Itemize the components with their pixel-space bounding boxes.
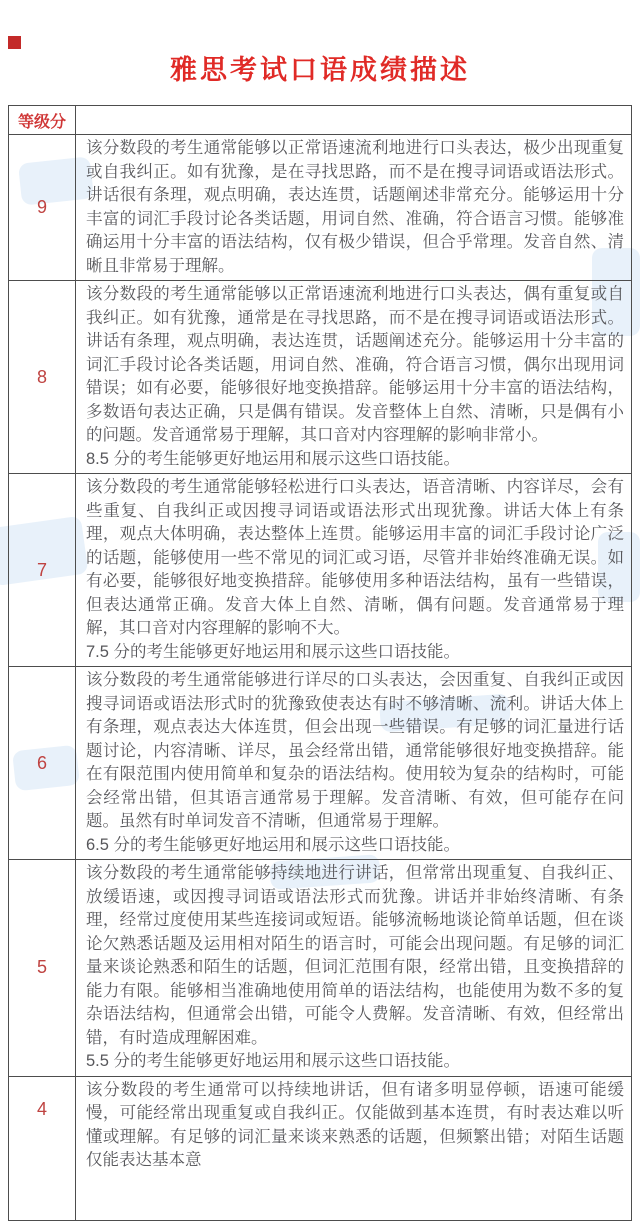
band-score: 8 bbox=[9, 281, 76, 474]
band-description-paragraph: 该分数段的考生通常能够以正常语速流利地进行口头表达，偶有重复或自我纠正。如有犹豫，通常是在寻找思路，而不是在搜寻词语或语法形式。讲话有条理，观点明确，表达连贯，话题阐述充分。能够运用十分丰富的词汇手段讨论各类话题，用词自然、准确，符合语言习惯，偶尔出现用词错误；如有必要，能够很好地变换措辞。能够运用十分丰富的语法结构，多数语句表达正确，只是偶有错误。发音整体上自然、清晰，只是偶有小的问题。发音通常易于理解，其口音对内容理解的影响非常小。 bbox=[86, 285, 624, 444]
band-halfscore-note: 6.5 分的考生能够更好地运用和展示这些口语技能。 bbox=[86, 835, 461, 854]
band-score: 9 bbox=[9, 135, 76, 281]
band-description bbox=[76, 281, 632, 474]
band-description-paragraph: 该分数段的考生通常能够进行详尽的口头表达，会因重复、自我纠正或因搜寻词语或语法形式时的犹豫致使表达有时不够清晰、流利。讲话大体上有条理，观点表达大体连贯，但会出现一些错误。有足够的词汇量进行话题讨论，内容清晰、详尽，虽会经常出错，通常能够很好地变换措辞。能在有限范围内使用简单和复杂的语法结构。使用较为复杂的结构时，可能会经常出错，但其语言通常易于理解。发音清晰、有效，但可能存在问题。虽然有时单词发音不清晰，但通常易于理解。 bbox=[86, 671, 624, 830]
band-description-paragraph: 该分数段的考生通常能够持续地进行讲话，但常常出现重复、自我纠正、放缓语速，或因搜寻词语或语法形式而犹豫。讲话并非始终清晰、有条理，经常过度使用某些连接词或短语。能够流畅地谈论简单话题，但在谈论欠熟悉话题及运用相对陌生的语言时，可能会出现问题。有足够的词汇量来谈论熟悉和陌生的话题，但词汇范围有限，经常出错，且变换措辞的能力有限。能够相当准确地使用简单的语法结构，也能使用为数不多的复杂语法结构，但通常会出错，可能令人费解。发音清晰、有效，但经常出错，有时造成理解困难。 bbox=[86, 864, 624, 1047]
band-row-4 bbox=[9, 1076, 632, 1220]
band-score: 6 bbox=[9, 667, 76, 860]
page-title: 雅思考试口语成绩描述 bbox=[170, 55, 470, 85]
table-header-description-cell bbox=[76, 106, 632, 135]
band-description bbox=[76, 860, 632, 1077]
band-halfscore-note: 7.5 分的考生能够更好地运用和展示这些口语技能。 bbox=[86, 642, 461, 661]
band-score: 7 bbox=[9, 474, 76, 667]
band-description bbox=[76, 667, 632, 860]
band-score: 5 bbox=[9, 860, 76, 1077]
band-row-7 bbox=[9, 474, 632, 667]
band-description-paragraph: 该分数段的考生通常可以持续地讲话，但有诸多明显停顿，语速可能缓慢，可能经常出现重复或自我纠正。仅能做到基本连贯，有时表达难以听懂或理解。有足够的词汇量来谈来熟悉的话题，但频繁出错；对陌生话题仅能表达基本意 bbox=[86, 1080, 624, 1169]
band-row-6 bbox=[9, 667, 632, 860]
table-header-row bbox=[9, 106, 632, 135]
band-row-9 bbox=[9, 135, 632, 281]
band-description bbox=[76, 1076, 632, 1220]
band-description-paragraph: 该分数段的考生通常能够以正常语速流利地进行口头表达，极少出现重复或自我纠正。如有犹豫，是在寻找思路，而不是在搜寻词语或语法形式。讲话很有条理，观点明确，表达连贯，话题阐述非常充分。能够运用十分丰富的词汇手段讨论各类话题，用词自然、准确，符合语言习惯。能够准确运用十分丰富的语法结构，仅有极少错误，但合乎常理。发音自然、清晰且非常易于理解。 bbox=[86, 139, 624, 275]
band-halfscore-note: 8.5 分的考生能够更好地运用和展示这些口语技能。 bbox=[86, 449, 461, 468]
band-row-8 bbox=[9, 281, 632, 474]
band-description bbox=[76, 135, 632, 281]
band-description-paragraph: 该分数段的考生通常能够轻松进行口头表达，语音清晰、内容详尽，会有些重复、自我纠正或因搜寻词语或语法形式出现犹豫。讲话大体上有条理，观点大体明确，表达整体上连贯。能够运用丰富的词汇手段讨论广泛的话题，能够使用一些不常见的词汇或习语，尽管并非始终准确无误。如有必要，能够很好地变换措辞。能够使用多种语法结构，虽有一些错误，但表达通常正确。发音大体上自然、清晰，偶有问题。发音通常易于理解，其口音对内容理解的影响不大。 bbox=[86, 478, 624, 637]
band-halfscore-note: 5.5 分的考生能够更好地运用和展示这些口语技能。 bbox=[86, 1052, 461, 1070]
band-description bbox=[76, 474, 632, 667]
table-header-score-label: 等级分 bbox=[9, 106, 76, 135]
band-row-5 bbox=[9, 860, 632, 1077]
band-descriptor-table bbox=[8, 105, 632, 1221]
band-score: 4 bbox=[9, 1076, 76, 1220]
